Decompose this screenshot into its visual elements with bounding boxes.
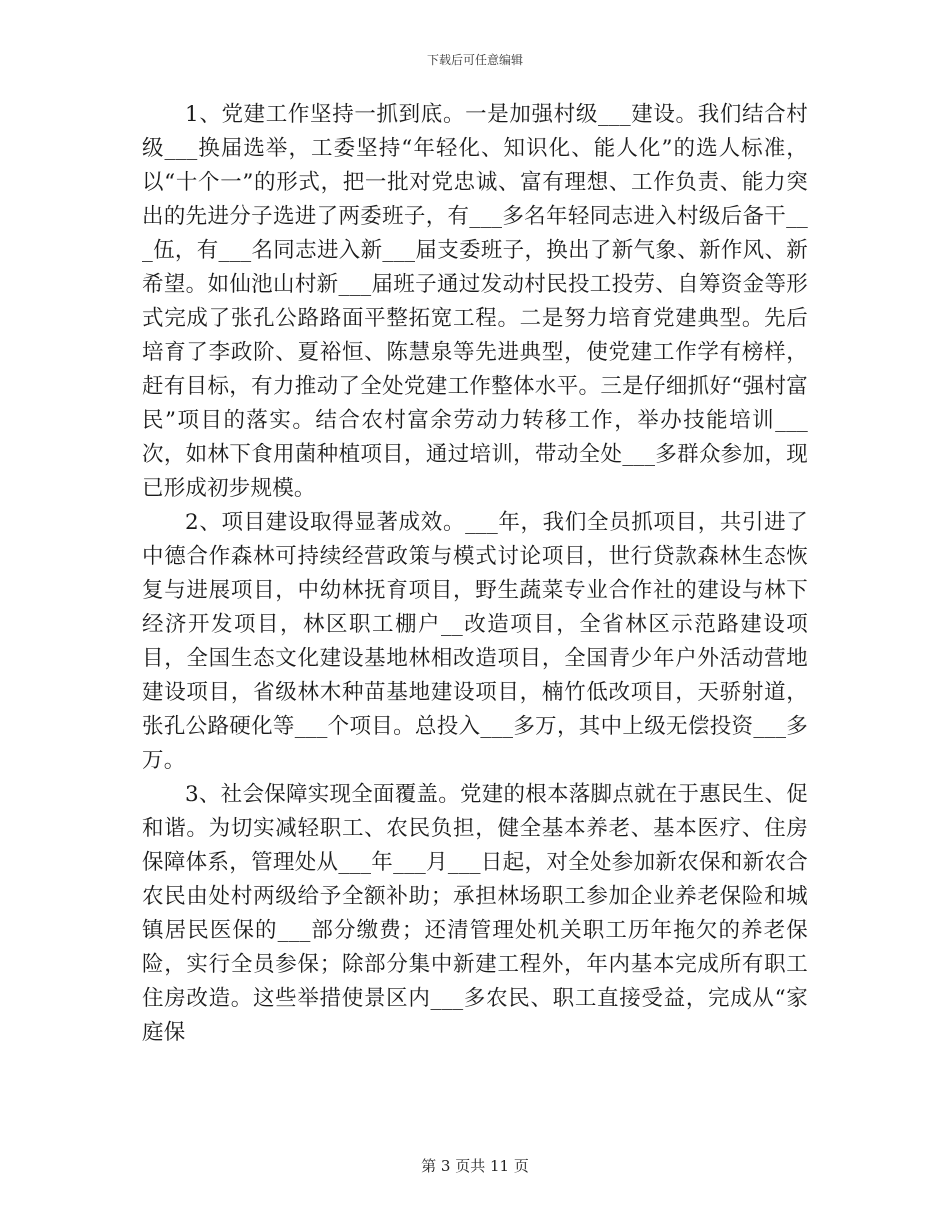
page-header: 下载后可任意编辑 (426, 53, 523, 67)
paragraph-party-building: 1、党建工作坚持一抓到底。一是加强村级___建设。我们结合村级___换届选举，工委坚持“年轻化、知识化、能人化”的选人标准，以“十个一”的形式，把一批对党忠诚、富有理想、工作负责、能力突出的先进分子选进了两委班子，有___多名年轻同志进入村级后备干___伍，有___名同志进入新___届支委班子，换出了新气象、新作风、新希望。如仙池山村新___届班子通过发动村民投工投劳、自筹资金等形式完成了张孔公路路面平整拓宽工程。二是努力培育党建典型。先后培育了李政阶、夏裕恒、陈慧泉等先进典型，使党建工作学有榜样，赶有目标，有力推动了全处党建工作整体水平。三是仔细抓好“强村富民”项目的落实。结合农村富余劳动力转移工作，举办技能培训___次，如林下食用菌种植项目，通过培训，带动全处___多群众参加，现已形成初步规模。 (142, 102, 808, 501)
page-number-footer: 第 3 页共 11 页 (421, 1157, 529, 1175)
document-body (142, 98, 808, 1050)
paragraph-project-construction: 2、项目建设取得显著成效。___年，我们全员抓项目，共引进了中德合作森林可持续经营政策与模式讨论项目，世行贷款森林生态恢复与进展项目，中幼林抚育项目，野生蔬菜专业合作社的建设与林下经济开发项目，林区职工棚户__改造项目，全省林区示范路建设项目，全国生态文化建设基地林相改造项目，全国青少年户外活动营地建设项目，省级林木种苗基地建设项目，楠竹低改项目，天骄射道，张孔公路硬化等___个项目。总投入___多万，其中上级无偿投资___多万。 (142, 510, 808, 773)
paragraph-social-security: 3、社会保障实现全面覆盖。党建的根本落脚点就在于惠民生、促和谐。为切实减轻职工、农民负担，健全基本养老、基本医疗、住房保障体系，管理处从___年___月___日起，对全处参加新农保和新农合农民由处村两级给予全额补助；承担林场职工参加企业养老保险和城镇居民医保的___部分缴费；还清管理处机关职工历年拖欠的养老保险，实行全员参保；除部分集中新建工程外，年内基本完成所有职工住房改造。这些举措使景区内___多农民、职工直接受益，完成从“家庭保 (142, 782, 808, 1045)
